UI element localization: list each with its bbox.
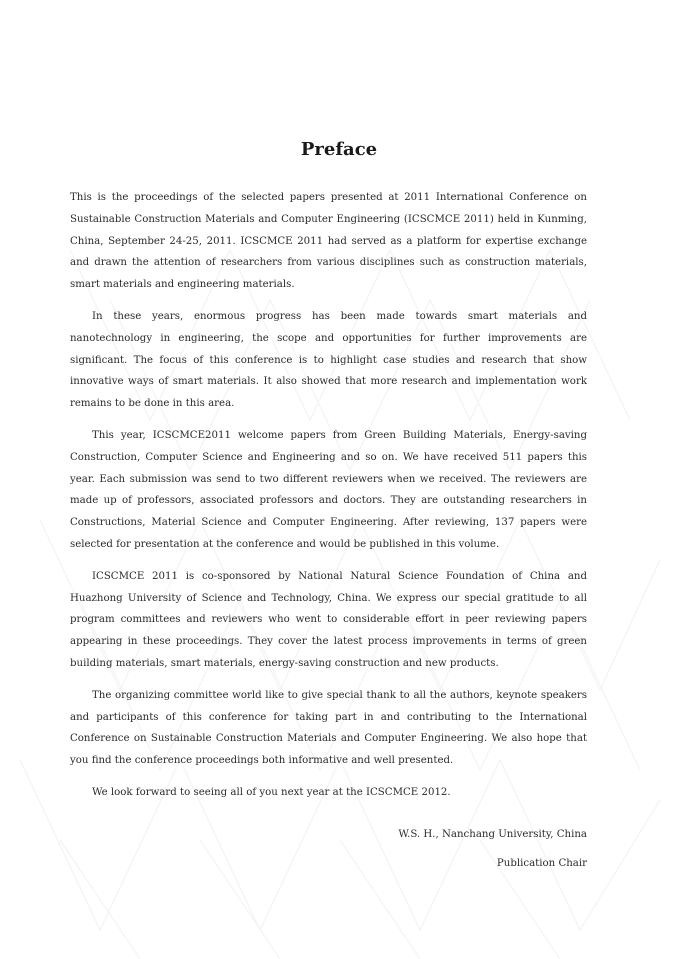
paragraph-progress: In these years, enormous progress has been made towards smart materials and nanotechnology in engineering, the scope and opportunities for further improvements are significant. The focus of this conference is to highlight case studies and research that show innovative ways of smart materials. It also showed that more research and implementation work remains to be done in this area.	[70, 310, 587, 410]
paragraph-closing: We look forward to seeing all of you next year at the ICSCMCE 2012.	[92, 786, 451, 798]
page-title: Preface	[300, 139, 378, 160]
preface-body	[70, 187, 587, 814]
signature-block	[398, 820, 587, 878]
paragraph-intro: This is the proceedings of the selected papers presented at 2011 International Conference on Sustainable Construction Materials and Computer Engineering (ICSCMCE 2011) held in Kunming, China, September 24-25, 2011. ICSCMCE 2011 had served as a platform for expertise exchange and drawn the attention of researchers from various disciplines such as construction materials, smart materials and engineering materials.	[70, 192, 587, 291]
signature-role: Publication Chair	[496, 858, 587, 869]
paragraph-sponsors: ICSCMCE 2011 is co-sponsored by National Natural Science Foundation of China and Huazhong University of Science and Technology, China. We express our special gratitude to all program committees and reviewers who went to considerable effort in peer reviewing papers appearing in these proceedings. They cover the latest process improvements in terms of green building materials, smart materials, energy-saving construction and new products.	[70, 570, 587, 669]
paragraph-thanks: The organizing committee world like to give special thank to all the authors, keynote speakers and participants of this conference for taking part in and contributing to the International Conference on Sustainable Construction Materials and Computer Engineering. We also hope that you find the conference proceedings both informative and well presented.	[70, 689, 587, 767]
signature-author: W.S. H., Nanchang University, China	[398, 829, 587, 840]
paragraph-submissions: This year, ICSCMCE2011 welcome papers from Green Building Materials, Energy-saving Construction, Computer Science and Engineering and so on. We have received 511 papers this year. Each submission was send to two different reviewers when we received. The reviewers are made up of professors, associated professors and doctors. They are outstanding researchers in Constructions, Material Science and Computer Engineering. After reviewing, 137 papers were selected for presentation at the conference and would be published in this volume.	[70, 429, 587, 550]
